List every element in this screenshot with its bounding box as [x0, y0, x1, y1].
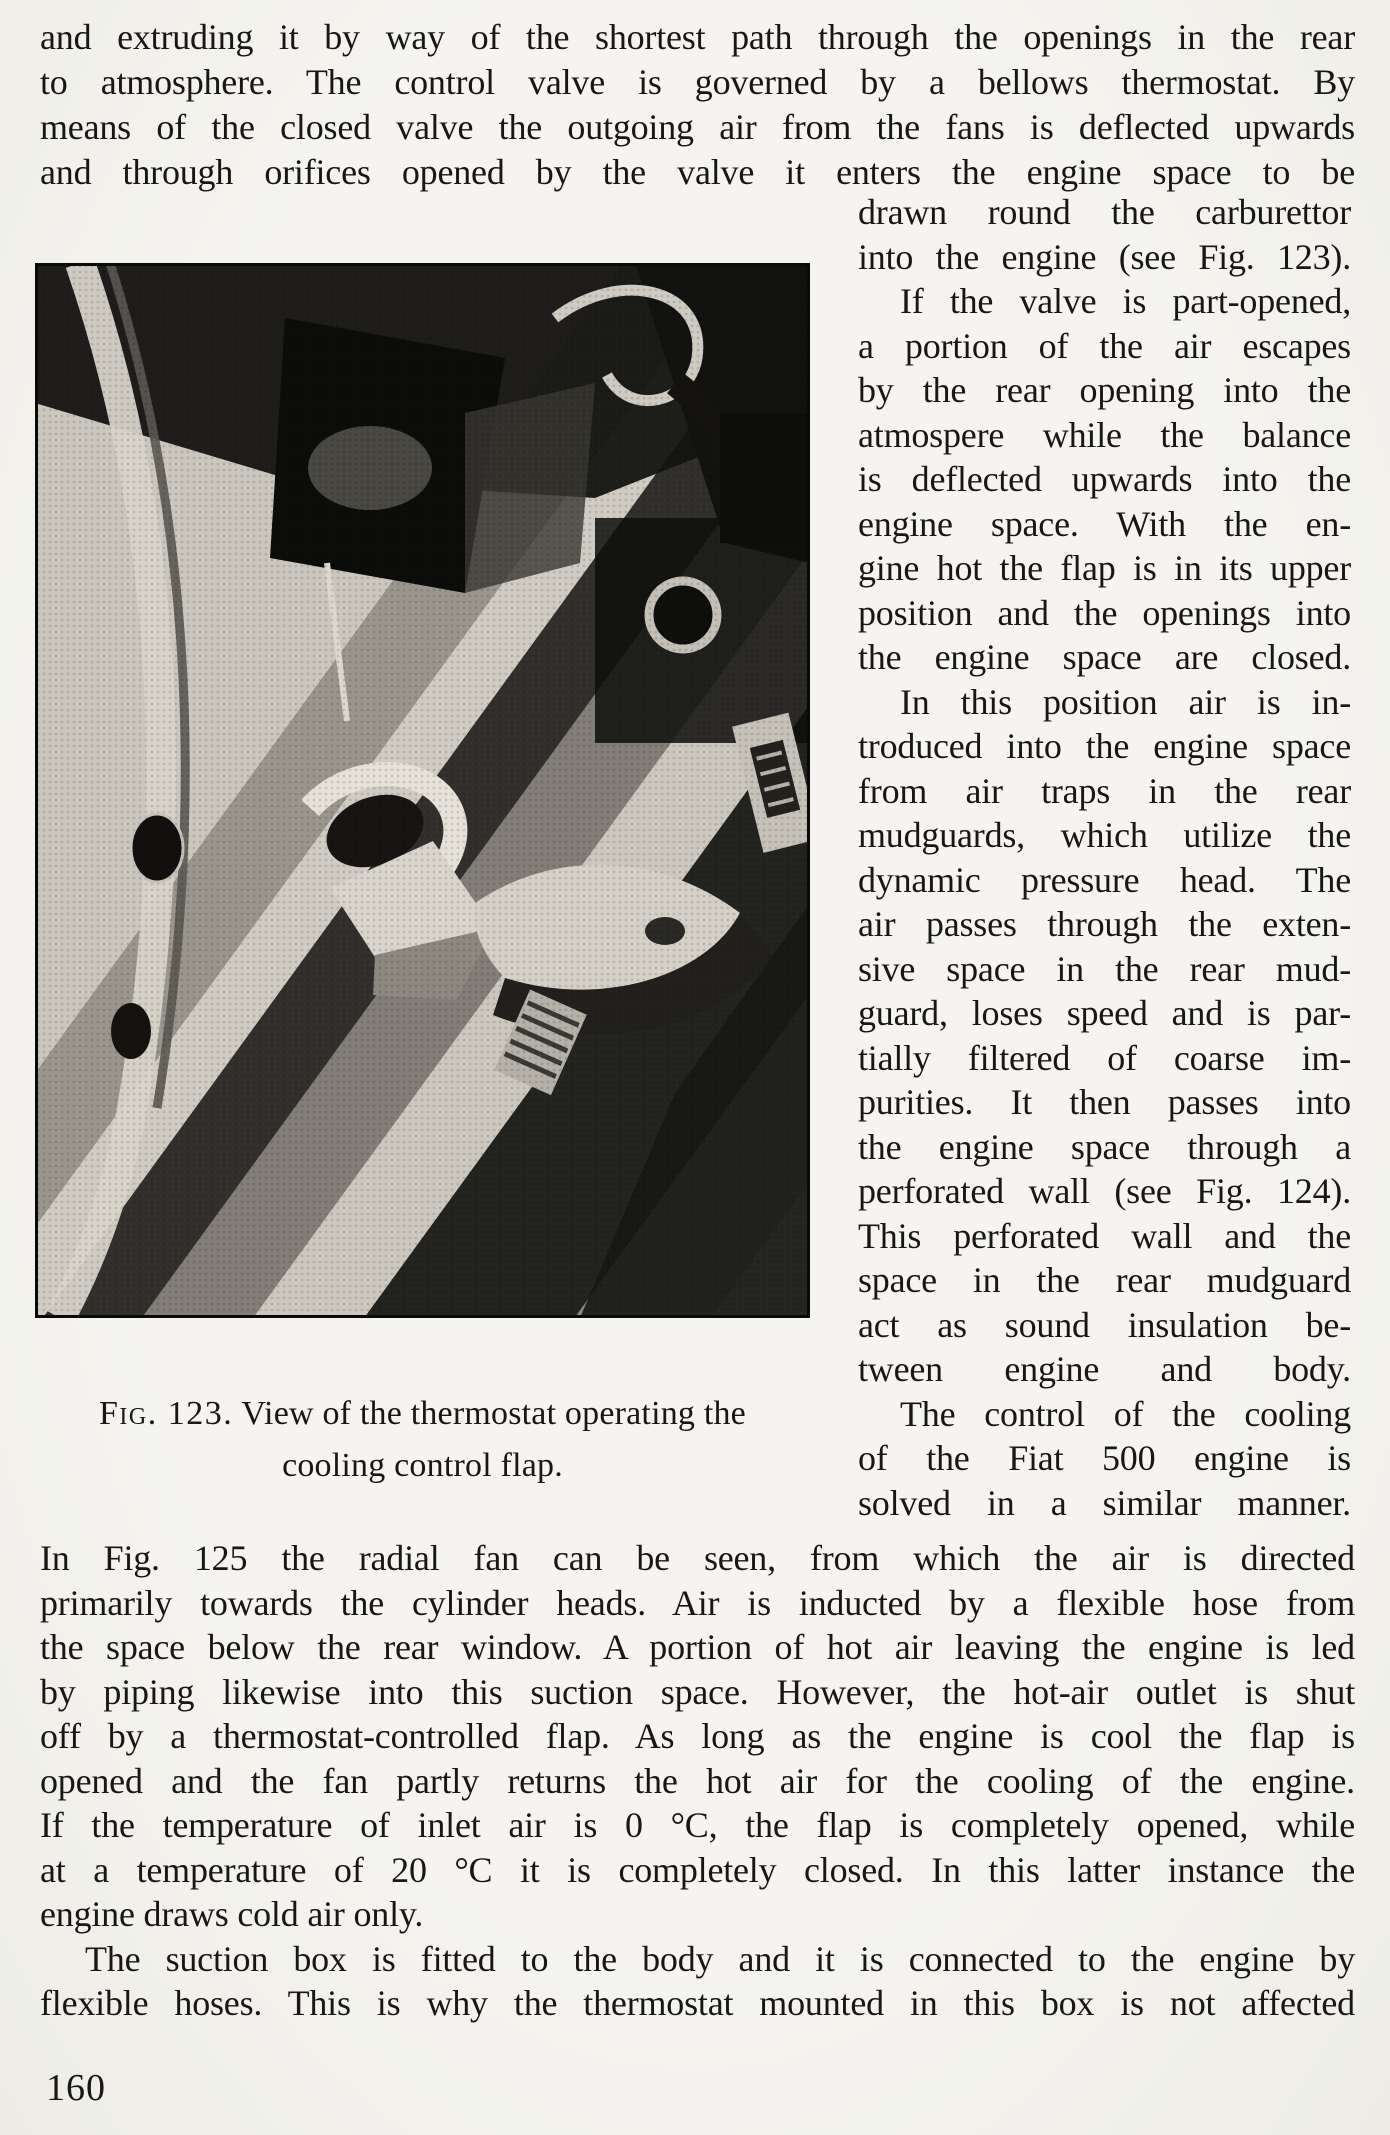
- figure-caption-line1: [35, 1388, 810, 1440]
- text-line: If the valve is part-opened,: [900, 281, 1351, 321]
- text-line: In this position air is in-: [900, 681, 1351, 722]
- text-line: by piping likewise into this suction space. However, the hot-air outlet is shut: [40, 1671, 1355, 1712]
- right-column: [858, 190, 1351, 1525]
- text-line: and extruding it by way of the shortest path through the openings in the rear: [40, 17, 1355, 57]
- text-line: tween engine and body.: [858, 1349, 1351, 1389]
- text-line: to atmosphere. The control valve is governed by a bellows thermostat. By: [40, 62, 1355, 102]
- engine-compartment-illustration: [35, 263, 810, 1318]
- paragraph-top: [40, 15, 1355, 195]
- text-line: and through orifices opened by the valve it enters the engine space to be: [40, 152, 1355, 192]
- paragraph-bottom: [40, 1536, 1355, 2026]
- text-line: space in the rear mudguard: [858, 1260, 1351, 1300]
- text-line: the space below the rear window. A portion of hot air leaving the engine is led: [40, 1627, 1355, 1667]
- text-line: dynamic pressure head. The: [858, 859, 1351, 900]
- text-line: opened and the fan partly returns the hot air for the cooling of the engine.: [40, 1760, 1355, 1801]
- text-line: If the temperature of inlet air is 0 °C, the flap is completely opened, while: [40, 1805, 1355, 1845]
- text-line: air passes through the exten-: [858, 904, 1351, 944]
- text-line: act as sound insulation be-: [858, 1304, 1351, 1345]
- text-line: flexible hoses. This is why the thermostat mounted in this box is not affected: [40, 1983, 1355, 2023]
- figure-caption-text: View of the thermostat operating the: [241, 1395, 746, 1432]
- text-line: position and the openings into: [858, 592, 1351, 633]
- text-line: gine hot the flap is in its upper: [858, 548, 1351, 588]
- text-line: sive space in the rear mud-: [858, 948, 1351, 989]
- text-line: a portion of the air escapes: [858, 325, 1351, 366]
- text-line: The suction box is fitted to the body and it is connected to the engine by: [85, 1938, 1355, 1979]
- figure-photo: [35, 263, 810, 1318]
- text-line: drawn round the carburettor: [858, 192, 1351, 232]
- text-line: engine space. With the en-: [858, 503, 1351, 544]
- figure-caption-label: Fig. 123.: [99, 1395, 234, 1432]
- text-line: engine draws cold air only.: [40, 1894, 424, 1934]
- page-number: 160: [46, 2067, 106, 2109]
- text-line: solved in a similar manner.: [858, 1482, 1351, 1523]
- text-line: purities. It then passes into: [858, 1082, 1351, 1122]
- text-line: The control of the cooling: [900, 1393, 1351, 1434]
- text-line: troduced into the engine space: [858, 726, 1351, 766]
- text-line: This perforated wall and the: [858, 1215, 1351, 1256]
- text-line: guard, loses speed and is par-: [858, 993, 1351, 1033]
- text-line: the engine space are closed.: [858, 637, 1351, 677]
- text-line: of the Fiat 500 engine is: [858, 1438, 1351, 1478]
- text-line: off by a thermostat-controlled flap. As long as the engine is cool the flap is: [40, 1716, 1355, 1756]
- text-line: from air traps in the rear: [858, 770, 1351, 811]
- text-line: by the rear opening into the: [858, 370, 1351, 410]
- text-line: atmospere while the balance: [858, 414, 1351, 455]
- text-line: is deflected upwards into the: [858, 459, 1351, 499]
- text-line: In Fig. 125 the radial fan can be seen, from which the air is directed: [40, 1538, 1355, 1578]
- text-line: primarily towards the cylinder heads. Air is inducted by a flexible hose from: [40, 1582, 1355, 1623]
- text-line: perforated wall (see Fig. 124).: [858, 1171, 1351, 1211]
- text-line: into the engine (see Fig. 123).: [858, 236, 1351, 277]
- text-line: at a temperature of 20 °C it is completely closed. In this latter instance the: [40, 1849, 1355, 1890]
- text-line: means of the closed valve the outgoing air from the fans is deflected upwards: [40, 107, 1355, 147]
- figure-caption-line2: cooling control flap.: [282, 1447, 563, 1484]
- text-line: mudguards, which utilize the: [858, 815, 1351, 855]
- text-line: the engine space through a: [858, 1126, 1351, 1167]
- text-line: tially filtered of coarse im-: [858, 1037, 1351, 1078]
- figure-caption: [35, 1388, 810, 1492]
